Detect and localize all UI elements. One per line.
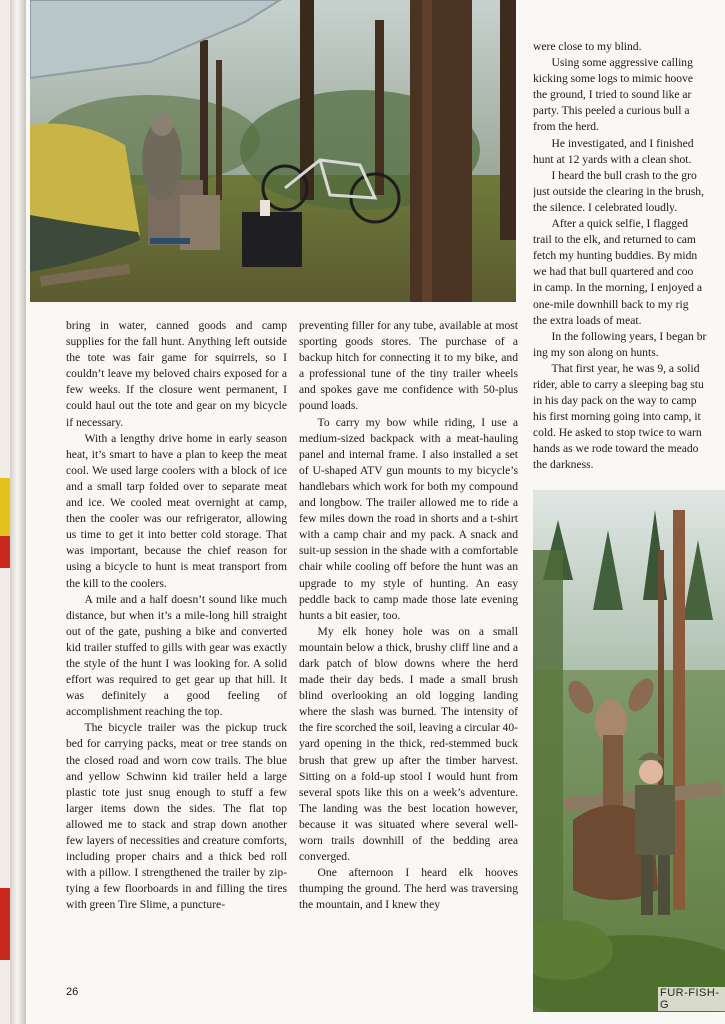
- text-line: I heard the bull crash to the gro: [551, 168, 697, 182]
- color-stripe-red-bottom: [0, 888, 10, 960]
- text-line: in camp. In the morning, I enjoyed a: [533, 281, 703, 295]
- text-line: the darkness.: [533, 458, 594, 472]
- text-line: After a quick selfie, I flagged: [551, 217, 689, 231]
- text-column-right: [533, 39, 725, 484]
- binding-spine: [10, 0, 26, 1024]
- text-line: hands as we rode toward the meado: [533, 442, 699, 456]
- color-stripe-yellow: [0, 478, 10, 536]
- text-line: He investigated, and I finished: [551, 136, 694, 150]
- paragraph: My elk honey hole was on a small mountain below a thick, brushy cliff line and a dark patch of blow downs where the herd made their day beds. I made a small brush blind overlooking an old logging landing where the slash was burned. The intensity of the fire scorched the soil, leaving a circular 40-yard opening in the thick, red-stemmed buck brush that grew up after the timber harvest. Sitting on a fold-up stool I would hunt from several spots like this on a week’s adventure. The landing was the best location however, because it was situated where several well-worn trails downhill of the bedding area converged.: [299, 624, 518, 864]
- text-line: In the following years, I began br: [551, 329, 707, 343]
- color-stripe-red-top: [0, 536, 10, 568]
- paragraph: The bicycle trailer was the pickup truck bed for carrying packs, meat or tree stands on the closed road and worn cow trails. The blue and yellow Schwinn kid trailer held a large plastic tote just snug enough to stuff a few larger items down the sides. The flat top allowed me to stack and strap down another few layers of necessities and creature comforts, including proper chairs and a thick bed roll with a pillow. I strengthened the trailer by zip-tying a few floorboards in and filling the tires with green Tire Slime, a puncture-: [66, 721, 287, 912]
- camp-photo: [30, 0, 516, 302]
- text-line: were close to my blind.: [533, 40, 642, 53]
- text-line: we had that bull quartered and coo: [533, 265, 694, 279]
- text-line: trail to the elk, and returned to cam: [533, 233, 696, 247]
- text-line: his first morning going into camp, it: [533, 410, 701, 424]
- text-line: one-mile downhill back to my rig: [533, 297, 689, 311]
- page-number: 26: [66, 986, 79, 998]
- text-line: just outside the clearing in the brush,: [533, 184, 704, 198]
- text-line: the silence. I celebrated loudly.: [533, 200, 678, 214]
- text-line: That first year, he was 9, a solid: [551, 361, 700, 375]
- decoy-photo: [533, 490, 725, 1012]
- paragraph: To carry my bow while riding, I use a medium-sized backpack with a meat-hauling panel and internal frame. I also installed a set of U-shaped ATV gun mounts to my bicycle’s handlebars which work for both my compound and longbow. The trailer allowed me to ride a few miles down the road in shorts and a t-shirt with a camp chair and my pack. A snack and suit-up session in the shade with a comfortable chair while cooling off before the hunt was an upgrade to my style of hunting. An easy peddle back to camp made those late evening hunts a bit easier, too.: [299, 415, 518, 622]
- text-line: Using some aggressive calling: [551, 56, 693, 70]
- paragraph: One afternoon I heard elk hooves thumping the ground. The herd was traversing the mountain, and I knew they: [299, 866, 518, 912]
- text-line: kicking some logs to mimic hoove: [533, 72, 694, 86]
- text-line: fetch my hunting buddies. By midn: [533, 249, 698, 263]
- text-line: ing my son along on hunts.: [533, 345, 659, 359]
- text-line: from the herd.: [533, 120, 599, 134]
- text-line: in his day pack on the way to camp: [533, 394, 697, 408]
- text-column-left: [66, 318, 287, 913]
- paragraph: preventing filler for any tube, available at most sporting goods stores. The purchase of a backup hitch for connecting it to my bike, and a professional tune of the tiny trailer wheels and spokes gave me confidence with 50-plus pound loads.: [299, 319, 518, 413]
- text-column-middle: [299, 318, 518, 913]
- paragraph: With a lengthy drive home in early season heat, it’s smart to have a plan to keep the meat cool. We used large coolers with a block of ice and a small tarp folded over to separate meat and ice. We cooled meat overnight at camp, then the cooler was our refrigerator, allowing us time to get it into better cold storage. That was important, because the chief reason for using a bicycle to hunt is meat transport from the kill to the coolers.: [66, 431, 287, 590]
- paragraph: A mile and a half doesn’t sound like much distance, but when it’s a mile-long hill straight out of the gate, pushing a bike and converted kid trailer stuffed to gills with gear was exactly the style of the hunt I was looking for. A solid effort was required to get gear up that hill. It was definitely a good feeling of accomplishment reaching the top.: [66, 592, 287, 719]
- text-line: rider, able to carry a sleeping bag stu: [533, 377, 704, 391]
- text-line: party. This peeled a curious bull a: [533, 104, 690, 118]
- paragraph: bring in water, canned goods and camp supplies for the fall hunt. Anything left outside the tote was fair game for squirrels, so I couldn’t leave my beloved chairs exposed for a few weeks. If the closure went permanent, I could haul out the tote and gear on my bicycle if necessary.: [66, 319, 287, 429]
- footer-brand: FUR-FISH-G: [658, 987, 725, 1011]
- text-line: hunt at 12 yards with a clean shot.: [533, 152, 692, 166]
- text-line: cold. He asked to stop twice to warn: [533, 426, 702, 440]
- text-line: the extra loads of meat.: [533, 313, 642, 327]
- text-line: the ground, I tried to sound like ar: [533, 88, 692, 102]
